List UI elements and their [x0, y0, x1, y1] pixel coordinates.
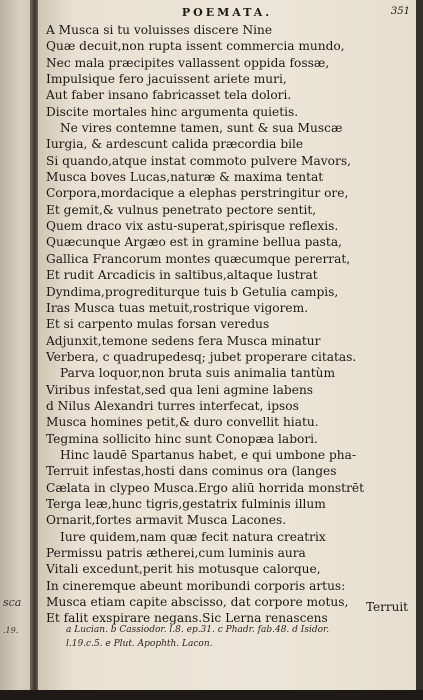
page-number: 351	[390, 6, 410, 17]
verse-line: Quæ decuit,non rupta issent commercia mundo,	[46, 39, 345, 54]
verse-line: Verbera, c quadrupedesq; jubet properare citatas.	[46, 349, 357, 364]
verse-line: Viribus infestat,sed qua leni agmine labens	[46, 382, 314, 397]
verse-line: Terga leæ,hunc tigris,gestatrix fulminis illum	[46, 496, 326, 511]
book-bottom-edge	[0, 690, 423, 700]
verse-line: Nec mala præcipites vallassent oppida fossæ,	[46, 55, 330, 70]
verse-line: A Musca si tu voluisses discere Nine	[46, 23, 273, 37]
verse-line: Adjunxit,temone sedens fera Musca minatur	[46, 333, 321, 348]
page-edge-shadow	[416, 0, 423, 700]
verse-line: Aut faber insano fabricasset tela dolori.	[46, 88, 292, 103]
verse-line: d Nilus Alexandri turres interfecat, ipsos	[46, 398, 299, 413]
verse-line: Iurgia, & ardescunt calida præcordia bile	[46, 137, 304, 152]
catchword: Terruit	[365, 600, 408, 614]
verse-line: Quem draco vix astu-superat,spirisque reflexis.	[46, 219, 339, 234]
footnote-line: l.19.c.5. e Plut. Apophth. Lacon.	[66, 639, 213, 649]
verse-line: Et rudit Arcadicis in saltibus,altaque lustrat	[46, 268, 318, 283]
verse-line: Hinc laudē Spartanus habet, e qui umbone pha-	[60, 447, 357, 462]
verse-block	[46, 22, 410, 627]
running-title: POEMATA.	[181, 6, 273, 19]
verse-line: Ne vires contemne tamen, sunt & sua Muscæ	[60, 121, 343, 136]
verse-line: Musca boves Lucas,naturæ & maxima tentat	[46, 170, 324, 185]
verse-line: Parva loquor,non bruta suis animalia tantùm	[60, 366, 335, 381]
footnotes	[66, 623, 406, 651]
previous-page-fragment: .19.	[3, 626, 19, 635]
verse-line: Et falit exspirare negans.Sic Lerna renascens	[46, 611, 328, 626]
verse-line: Impulsique fero jacuissent ariete muri,	[46, 72, 287, 87]
previous-page-fragment: sca	[3, 596, 22, 609]
verse-line: Cælata in clypeo Musca.Ergo aliū horrida monstrēt	[46, 480, 365, 495]
verse-line: Gallica Francorum montes quæcumque pererrat,	[46, 251, 351, 266]
verse-line: Si quando,atque instat commoto pulvere Mavors,	[46, 153, 351, 168]
verse-line: Musca homines petit,& duro convellit hiatu.	[46, 415, 319, 430]
page-header	[38, 6, 416, 22]
verse-line: Tegmina sollicito hinc sunt Conopæa labori.	[46, 431, 318, 446]
verse-line: Et si carpento mulas forsan veredus	[46, 317, 270, 332]
verse-line: Quæcunque Argæo est in gramine bellua pasta,	[46, 235, 342, 250]
previous-page-edge	[0, 0, 34, 700]
verse-line: Permissu patris ætherei,cum luminis aura	[46, 546, 306, 560]
verse-line: Iure quidem,nam quæ fecit natura creatrix	[60, 529, 326, 544]
verse-line: Terruit infestas,hosti dans cominus ora (langes	[46, 464, 337, 479]
verse-line: Et gemit,& vulnus penetrato pectore sentit,	[46, 202, 317, 217]
verse-line: Ornarit,fortes armavit Musca Lacones.	[46, 513, 287, 528]
book-page	[38, 0, 416, 690]
footnote-line: a Lucian. b Cassiodor. l.8. ep.31. c Phadr. fab.48. d Isidor.	[66, 625, 330, 635]
verse-line: In cineremque abeunt moribundi corporis artus:	[46, 578, 346, 593]
verse-line: Vitali excedunt,perit his motusque calorque,	[46, 562, 321, 577]
verse-line: Iras Musca tuas metuit,rostrique vigorem.	[46, 300, 309, 315]
verse-line: Dyndima,progrediturque tuis b Getulia campis,	[46, 284, 339, 299]
verse-line: Discite mortales hinc argumenta quietis.	[46, 104, 299, 119]
verse-line: Musca etiam capite abscisso, dat corpore motus,	[46, 595, 349, 610]
verse-line: Corpora,mordacique a elephas perstringitur ore,	[46, 186, 349, 201]
